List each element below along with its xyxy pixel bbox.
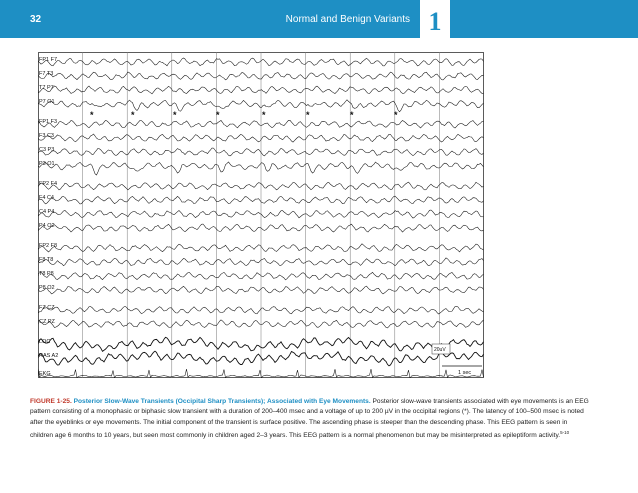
marker-asterisk: * [350, 110, 354, 120]
channel-label: P8 O2 [39, 285, 55, 291]
channel-label: P4 O2 [39, 223, 55, 229]
eeg-tracing [38, 52, 484, 378]
channel-label: C4 P4 [39, 209, 55, 215]
chapter-number: 1 [428, 7, 442, 36]
channel-label: F8 T8 [39, 257, 54, 263]
chapter-tab [420, 0, 450, 38]
marker-asterisk: * [90, 110, 94, 120]
channel-label: C3 P3 [39, 147, 55, 153]
channel-label: LOC [39, 339, 51, 345]
marker-asterisk: * [173, 110, 177, 120]
channel-label: P7 O1 [39, 99, 55, 105]
figure-number: FIGURE 1-25. [30, 398, 72, 405]
time-scale-label: 1 sec [458, 370, 472, 376]
channel-label: FZ CZ [39, 305, 55, 311]
channel-label: FP2 F4 [39, 181, 58, 187]
marker-asterisk: * [306, 110, 310, 120]
channel-label: CZ PZ [39, 319, 55, 325]
caption-reference: 5-10 [560, 430, 570, 436]
marker-asterisk: * [262, 110, 266, 120]
channel-label: F4 C4 [39, 195, 54, 201]
figure-caption [30, 397, 590, 442]
channel-label: FP1 F7 [39, 57, 58, 63]
marker-asterisk: * [394, 110, 398, 120]
marker-asterisk: * [216, 110, 220, 120]
channel-label: RAS A2 [39, 353, 59, 359]
channel-label: EKG [39, 371, 51, 377]
channel-label: T8 P8 [39, 271, 54, 277]
running-title: Normal and Benign Variants [285, 14, 410, 25]
channel-label: F3 C3 [39, 133, 54, 139]
page-header [0, 0, 638, 38]
amplitude-scale-label: 20uV [434, 347, 446, 353]
channel-label: FP2 F8 [39, 243, 58, 249]
marker-asterisk: * [131, 110, 135, 120]
channel-label: FP1 F3 [39, 119, 58, 125]
channel-label: F7 T3 [39, 71, 54, 77]
page-number: 32 [30, 14, 42, 25]
figure-title: Posterior Slow-Wave Transients (Occipital Sharp Transients); Associated with Eye Movements. [73, 398, 371, 405]
caption-body: Posterior slow-wave transients associated with eye movements is an EEG pattern consisting of a monophasic or biphasic slow transient with a duration of 200–400 msec and a voltage of up to 200 µV in the occipital regions (*). The latency of 100–500 msec is noted after the eyeblinks or eye movements. The initial component of the transient is surface positive. The ascending phase is steeper than the descending phase. This EEG pattern is seen in children age 6 months to 10 years, but seen most commonly in children aged 2–3 years. This EEG pattern is a normal phenomenon but may be misinterpreted as epileptiform activity. [30, 398, 589, 440]
eeg-figure [38, 52, 484, 378]
channel-label: P3 O1 [39, 161, 55, 167]
channel-label: T7 P7 [39, 85, 54, 91]
